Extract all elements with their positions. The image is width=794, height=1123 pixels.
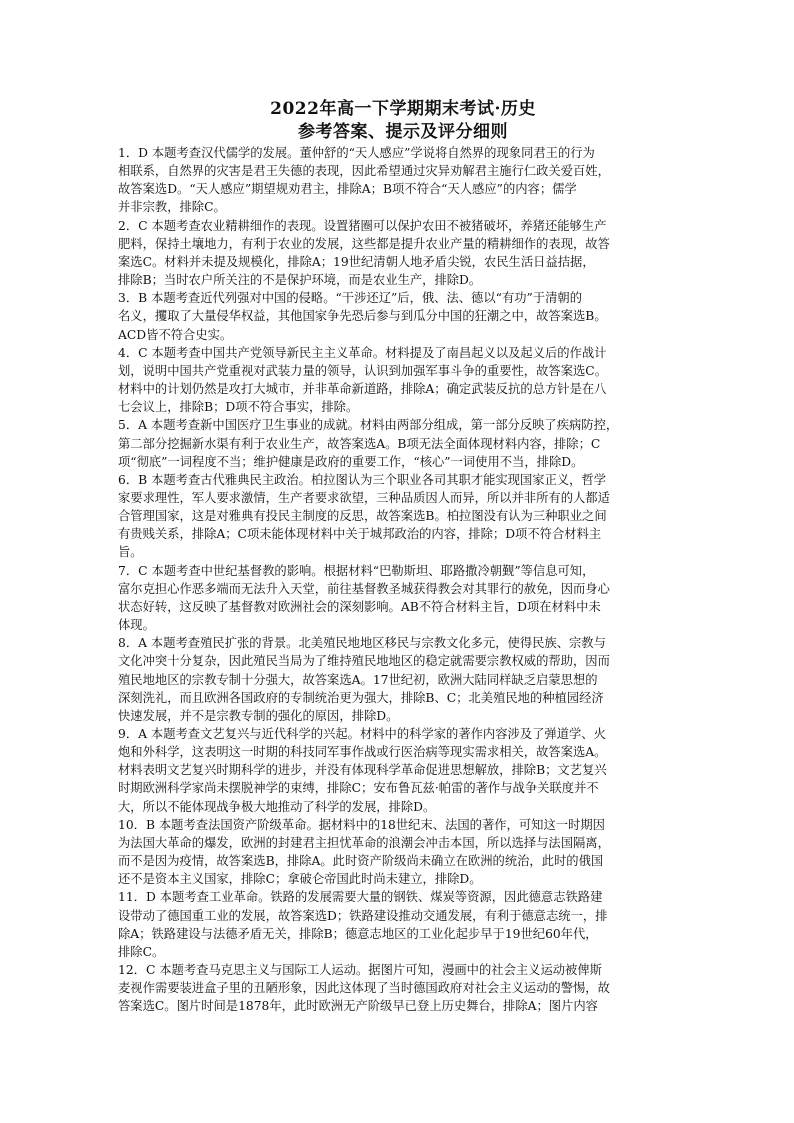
answer-item-8: 8．A 本题考查殖民扩张的背景。北美殖民地地区移民与宗教文化多元，使得民族、宗教与 文化冲突十分复杂，因此殖民当局为了维持殖民地地区的稳定就需要宗教权威的帮助，因而 殖民地地区的宗教专制十分强大，故答案选A。17世纪初，欧洲大陆同样缺乏启蒙思想的 深刻洗礼，而且欧洲各国政府的专制统治更为强大，排除B、C；北美殖民地的种植园经济 快速发展，并不是宗教专制的强化的原因，排除D。 <box>118 636 610 723</box>
document-title: 2022年高一下学期期末考试·历史 <box>270 99 536 119</box>
answer-item-12: 12．C 本题考查马克思主义与国际工人运动。据图片可知，漫画中的社会主义运动被俾斯 麦视作需要装进盒子里的丑陋形象，因此这体现了当时德国政府对社会主义运动的警惕，故 答案选C。图片时间是1878年，此时欧洲无产阶级早已登上历史舞台，排除A；图片内容 <box>118 963 610 1014</box>
document-subtitle: 参考答案、提示及评分细则 <box>298 122 508 142</box>
answer-item-4: 4．C 本题考查中国共产党领导新民主主义革命。材料提及了南昌起义以及起义后的作战计 划，说明中国共产党重视对武装力量的领导，认识到加强军事斗争的重要性，故答案选C。 材料中的计划仍然是攻打大城市，并非革命新道路，排除A；确定武装反抗的总方针是在八 七会议上，排除B；D项不符合事实，排除。 <box>118 345 607 415</box>
answer-item-7: 7．C 本题考查中世纪基督教的影响。根据材料“巴勒斯坦、耶路撒冷朝觐”等信息可知， 富尔克担心作恶多端而无法升入天堂，前往基督教圣城获得教会对其罪行的赦免，因而身心 状态好转，这反映了基督教对欧洲社会的深刻影响。AB不符合材料主旨，D项在材料中未 体现。 <box>118 563 610 633</box>
answer-sheet-page <box>118 98 688 1016</box>
answer-item-1: 1．D 本题考查汉代儒学的发展。董仲舒的“天人感应”学说将自然界的现象同君王的行为 相联系，自然界的灾害是君王失德的表现，因此希望通过灾异劝解君主施行仁政关爱百姓， 故答案选D。“天人感应”期望规劝君主，排除A；B项不符合“天人感应”的内容；儒学 并非宗教，排除C。 <box>118 146 610 215</box>
answer-item-6: 6．B 本题考查古代雅典民主政治。柏拉图认为三个职业各司其职才能实现国家正义，哲学 家要求理性，军人要求激情，生产者要求欲望，三种品质因人而异，所以并非所有的人都适 合管理国家，这是对雅典有投民主制度的反思，故答案选B。柏拉图没有认为三种职业之间 有贵贱关系，排除A；C项未能体现材料中关于城邦政治的内容，排除；D项不符合材料主 旨。 <box>118 472 610 560</box>
answer-item-2: 2．C 本题考查农业精耕细作的表现。设置猪圈可以保护农田不被猪破坏，养猪还能够生产 肥料，保持土壤地力，有利于农业的发展，这些都是提升农业产量的精耕细作的表现，故答 案选C。材料并未提及规模化，排除A；19世纪清朝人地矛盾尖锐，农民生活日益拮据， 排除B；当时农户所关注的不是保护环境，而是农业生产，排除D。 <box>118 218 610 288</box>
answer-list <box>118 144 688 1016</box>
answer-item-11: 11．D 本题考查工业革命。铁路的发展需要大量的钢铁、煤炭等资源，因此德意志铁路建 设带动了德国重工业的发展，故答案选D；铁路建设推动交通发展，有利于德意志统一，排 除A；铁路建设与法德矛盾无关，排除B；德意志地区的工业化起步早于19世纪60年代， 排除C。 <box>118 890 608 959</box>
answer-item-5: 5．A 本题考查新中国医疗卫生事业的成就。材料由两部分组成，第一部分反映了疾病防控， 第二部分挖掘新水渠有利于农业生产，故答案选A。B项无法全面体现材料内容，排除；C 项“彻底”一词程度不当；维护健康是政府的重要工作，“核心”一词使用不当，排除D。 <box>118 418 619 469</box>
answer-item-10: 10．B 本题考查法国资产阶级革命。据材料中的18世纪末、法国的著作，可知这一时期因 为法国大革命的爆发，欧洲的封建君主担忧革命的浪潮会冲击本国，所以选择与法国隔离， 而不是因为疫情，故答案选B，排除A。此时资产阶级尚未确立在欧洲的统治，此时的俄国 还不是资本主义国家，排除C；拿破仑帝国此时尚未建立，排除D。 <box>118 817 610 887</box>
answer-item-9: 9．A 本题考查文艺复兴与近代科学的兴起。材料中的科学家的著作内容涉及了弹道学、火 炮和外科学，这表明这一时期的科技同军事作战或行医治病等现实需求相关，故答案选A。 材料表明文艺复兴时期科学的进步，并没有体现科学革命促进思想解放，排除B；文艺复兴 时期欧洲科学家尚未摆脱神学的束缚，排除C；安布鲁瓦兹·帕雷的著作与战争关联度并不 大，所以不能体现战争极大地推动了科学的发展，排除D。 <box>118 727 607 814</box>
answer-item-3: 3．B 本题考查近代列强对中国的侵略。“干涉还辽”后，俄、法、德以“有功”于清朝的 名义，攫取了大量侵华权益，其他国家争先恐后参与到瓜分中国的狂潮之中，故答案选B。 ACD皆不符合史实。 <box>118 291 607 342</box>
